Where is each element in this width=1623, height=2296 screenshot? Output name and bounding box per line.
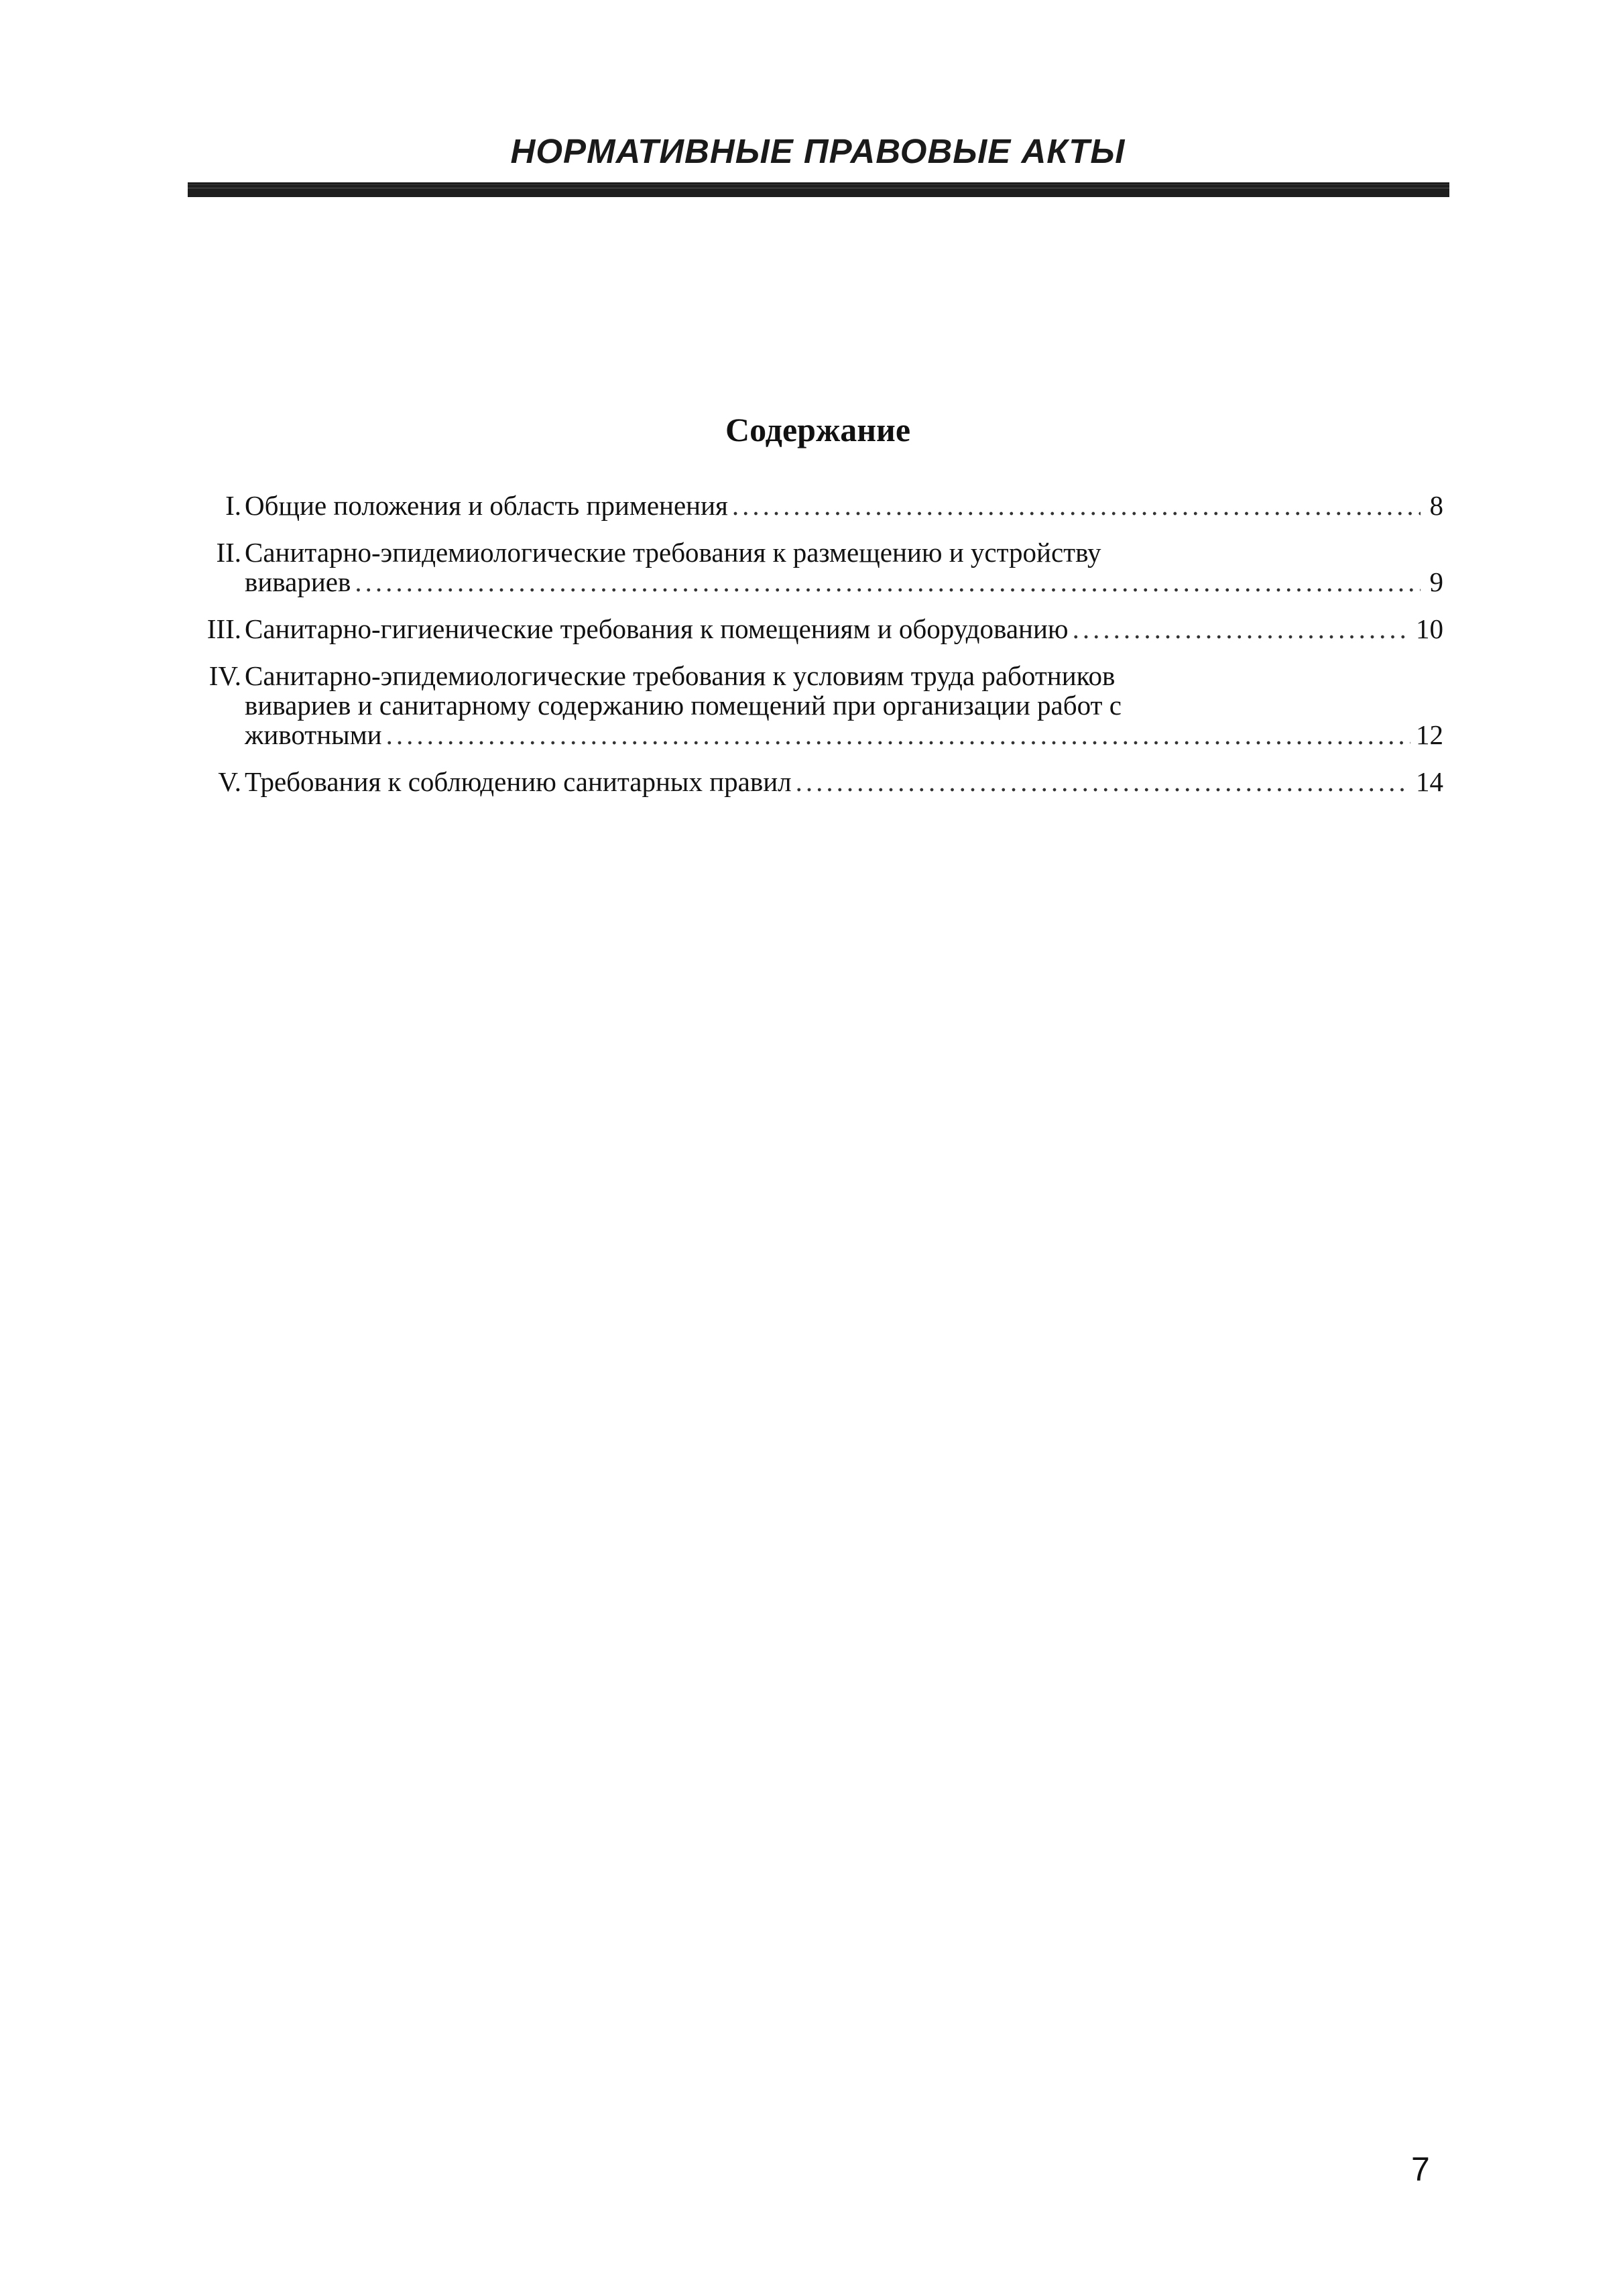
toc-entry-number: IV. — [208, 660, 241, 691]
toc-entry-title: вивариев — [245, 566, 351, 597]
header-rule — [188, 182, 1449, 197]
toc-entry-1[interactable] — [188, 491, 1443, 520]
toc-entry-3[interactable] — [188, 614, 1443, 644]
toc-entry-number: V. — [218, 766, 241, 797]
toc-entry-5[interactable] — [188, 767, 1443, 796]
toc-entry-title: Требования к соблюдению санитарных правил — [245, 766, 792, 797]
toc-entry-number: I. — [225, 490, 241, 521]
toc-entry-title: Санитарно-гигиенические требования к помещениям и оборудованию — [245, 613, 1069, 644]
toc-title: Содержание — [725, 411, 911, 448]
leader-dots — [796, 767, 1410, 796]
toc-entry-page: 9 — [1429, 566, 1443, 597]
leader-dots — [1073, 614, 1410, 644]
toc-entry-title: Общие положения и область применения — [245, 490, 728, 521]
toc-entry-number: II. — [216, 537, 241, 568]
toc-entry-title-line: вивариев и санитарному содержанию помещений при организации работ с — [245, 690, 1122, 721]
toc-entry-title: животными — [245, 719, 382, 750]
toc-entry-4[interactable] — [188, 661, 1443, 749]
leader-dots — [355, 567, 1421, 597]
page-number: 7 — [1411, 2151, 1430, 2188]
toc-entry-title-line: Санитарно-эпидемиологические требования к размещению и устройству — [245, 537, 1101, 568]
table-of-contents — [188, 491, 1443, 814]
toc-entry-number: III. — [206, 613, 241, 644]
toc-entry-page: 14 — [1416, 766, 1443, 797]
leader-dots — [386, 720, 1410, 749]
running-head-title: НОРМАТИВНЫЕ ПРАВОВЫЕ АКТЫ — [510, 132, 1126, 170]
toc-entry-page: 10 — [1416, 613, 1443, 644]
toc-entry-title-line: Санитарно-эпидемиологические требования к условиям труда работников — [245, 660, 1116, 691]
toc-entry-2[interactable] — [188, 538, 1443, 597]
toc-entry-page: 12 — [1416, 719, 1443, 750]
leader-dots — [732, 491, 1421, 520]
toc-entry-page: 8 — [1429, 490, 1443, 521]
